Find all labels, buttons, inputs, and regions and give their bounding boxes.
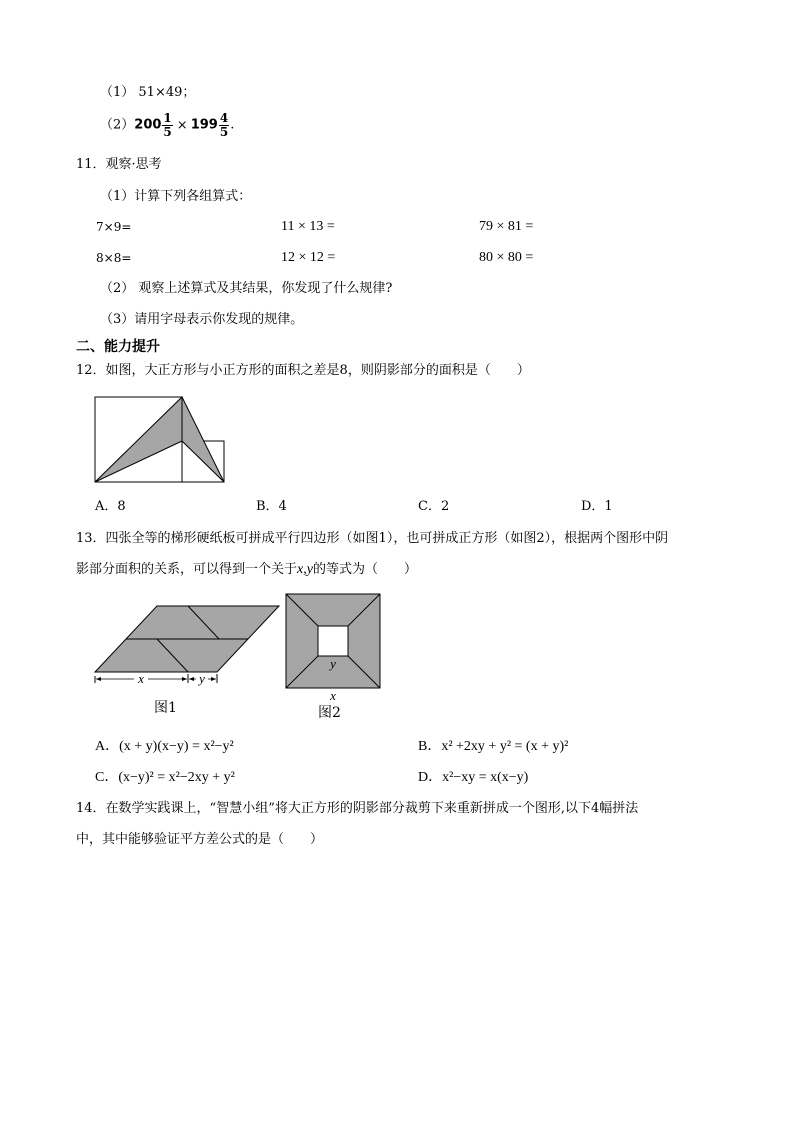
q12-shaded-right [182,397,224,482]
q11-row2-c: 80 × 80 = [479,250,534,265]
q13-figure1 [90,600,285,690]
q10-whole1: 200 [134,117,162,133]
q12-stem: 12．如图，大正方形与小正方形的面积之差是8，则阴影部分的面积是（ ） [76,363,530,378]
q13-option-a[interactable]: A．(x + y)(x−y) = x²−y² [95,739,234,754]
q12-figure [90,392,230,484]
q10-part2-prefix: （2） [100,117,135,133]
q12-shaded-left [95,397,182,482]
q13-stem-line2: 影部分面积的关系，可以得到一个关于x,y的等式为（ ） [76,562,417,577]
q13-option-b[interactable]: B．x² +2xy + y² = (x + y)² [418,739,569,754]
q13-fig1-caption: 图1 [154,700,177,716]
q12-option-b[interactable]: B．4 [256,499,287,514]
q13-stem-line1: 13．四张全等的梯形硬纸板可拼成平行四边形（如图1），也可拼成正方形（如图2），根据两个图形中阴 [76,531,669,546]
q10-part2 [100,112,234,138]
q10-part1: （1） 51×49； [100,85,196,100]
q11-row1-b: 11 × 13 = [281,219,335,234]
q13-variables: x,y [297,562,313,577]
q14-line1: 14．在数学实践课上，“智慧小组”将大正方形的阴影部分裁剪下来重新拼成一个图形,以下4幅拼法 [76,801,639,816]
fig1-label-y: y [199,671,205,686]
q10-fraction1: $\frac{1}{5}$ [163,111,172,139]
q11-sub3: （3）请用字母表示你发现的规律。 [100,312,304,327]
q13-fig2-caption: 图2 [318,705,341,721]
section-heading: 二、能力提升 [76,339,160,355]
q11-row2-a: 8×8= [96,251,132,265]
q10-whole2: 199 [190,117,218,133]
q13-figure2 [284,592,384,704]
q11-row2-b: 12 × 12 = [281,250,336,265]
q13-option-d[interactable]: D．x²−xy = x(x−y) [418,770,529,785]
q11-title: 11．观察·思考 [76,157,162,172]
q13-option-c[interactable]: C．(x−y)² = x²−2xy + y² [95,770,235,785]
q11-sub1: （1）计算下列各组算式： [100,189,252,204]
q11-row1-a: 7×9= [96,220,132,234]
q12-option-a[interactable]: A．8 [95,499,126,514]
q12-option-c[interactable]: C．2 [418,499,450,514]
q10-times: × [176,117,188,133]
q10-fraction2: $\frac{4}{5}$ [219,111,229,139]
q12-option-d[interactable]: D．1 [581,499,613,514]
fig2-label-x: x [330,688,336,703]
q11-sub2: （2） 观察上述算式及其结果，你发现了什么规律? [100,281,393,296]
fig2-label-y: y [330,656,336,671]
q11-row1-c: 79 × 81 = [479,219,534,234]
q10-end: . [230,117,235,133]
fig1-label-x: x [138,671,144,686]
fig2-inner-square [318,626,348,656]
q14-line2: 中，其中能够验证平方差公式的是（ ） [76,832,324,847]
